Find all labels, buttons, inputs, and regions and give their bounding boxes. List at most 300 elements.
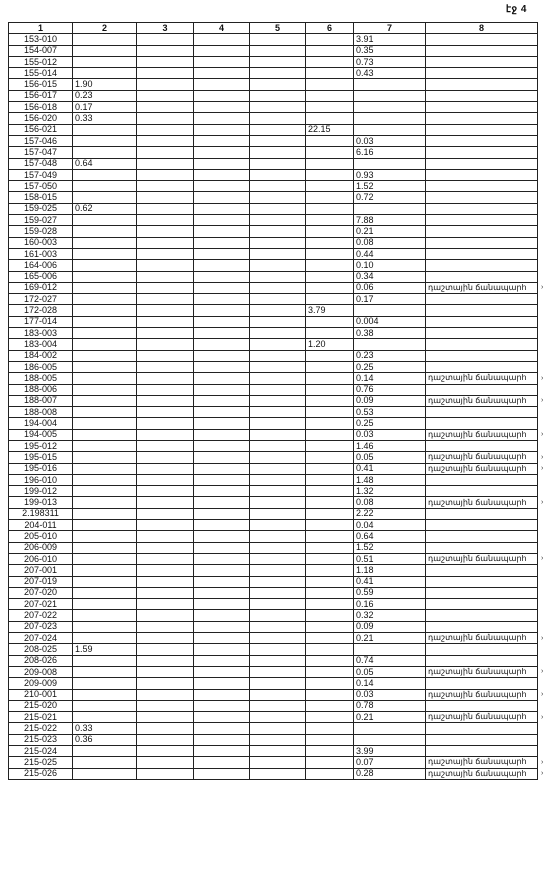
column-3-cell <box>137 644 194 655</box>
column-6-value-cell <box>306 215 354 226</box>
parcel-code-cell: 155-014 <box>9 68 73 79</box>
parcel-code-cell: 215-026 <box>9 768 73 779</box>
table-row <box>9 45 538 56</box>
parcel-code-cell: 157-050 <box>9 181 73 192</box>
note-cell <box>426 68 538 79</box>
column-6-value-cell <box>306 226 354 237</box>
column-2-value-cell <box>73 746 137 757</box>
column-7-value-cell <box>354 339 426 350</box>
column-3-cell <box>137 746 194 757</box>
parcel-code-cell: 188-005 <box>9 373 73 384</box>
column-6-value-cell <box>306 768 354 779</box>
parcel-code-cell: 195-016 <box>9 463 73 474</box>
column-2-value-cell <box>73 768 137 779</box>
parcel-code-cell: 208-026 <box>9 655 73 666</box>
column-7-value-cell: 0.21 <box>354 633 426 644</box>
table-row <box>9 90 538 101</box>
note-cell <box>426 644 538 655</box>
note-cell <box>426 328 538 339</box>
column-4-cell <box>194 135 250 146</box>
column-4-cell <box>194 463 250 474</box>
column-7-value-cell: 0.43 <box>354 68 426 79</box>
margin-tick-icon: › <box>541 691 544 699</box>
column-5-cell <box>250 169 306 180</box>
column-3-cell <box>137 712 194 723</box>
column-2-value-cell <box>73 565 137 576</box>
column-4-cell <box>194 237 250 248</box>
column-4-cell <box>194 56 250 67</box>
column-header-3: 3 <box>137 23 194 34</box>
column-5-cell <box>250 712 306 723</box>
column-3-cell <box>137 655 194 666</box>
column-7-value-cell: 0.21 <box>354 226 426 237</box>
note-cell <box>426 361 538 372</box>
column-3-cell <box>137 621 194 632</box>
column-4-cell <box>194 226 250 237</box>
column-7-value-cell <box>354 723 426 734</box>
column-2-value-cell <box>73 56 137 67</box>
column-2-value-cell <box>73 215 137 226</box>
column-7-value-cell: 0.59 <box>354 587 426 598</box>
column-2-value-cell: 1.90 <box>73 79 137 90</box>
column-7-value-cell: 0.78 <box>354 700 426 711</box>
table-row <box>9 316 538 327</box>
column-4-cell <box>194 520 250 531</box>
column-6-value-cell: 3.79 <box>306 305 354 316</box>
table-row <box>9 700 538 711</box>
note-cell: դաշտային ճանապարհ <box>426 757 538 768</box>
table-row <box>9 260 538 271</box>
column-7-value-cell: 0.004 <box>354 316 426 327</box>
table-row <box>9 712 538 723</box>
column-4-cell <box>194 361 250 372</box>
column-5-cell <box>250 429 306 440</box>
parcel-code-cell: 154-007 <box>9 45 73 56</box>
parcel-code-cell: 156-020 <box>9 113 73 124</box>
column-4-cell <box>194 373 250 384</box>
parcel-code-cell: 195-015 <box>9 452 73 463</box>
column-2-value-cell <box>73 508 137 519</box>
margin-tick-icon: › <box>541 668 544 676</box>
column-7-value-cell: 0.10 <box>354 260 426 271</box>
column-5-cell <box>250 666 306 677</box>
column-4-cell <box>194 34 250 45</box>
column-5-cell <box>250 373 306 384</box>
parcel-code-cell: 2.198311 <box>9 508 73 519</box>
table-row <box>9 384 538 395</box>
column-5-cell <box>250 587 306 598</box>
margin-tick-icon: › <box>541 397 544 405</box>
parcel-code-cell: 209-008 <box>9 666 73 677</box>
column-2-value-cell <box>73 407 137 418</box>
column-2-value-cell: 1.59 <box>73 644 137 655</box>
column-7-value-cell: 0.21 <box>354 712 426 723</box>
column-6-value-cell <box>306 486 354 497</box>
column-3-cell <box>137 102 194 113</box>
column-7-value-cell: 0.03 <box>354 689 426 700</box>
note-cell <box>426 678 538 689</box>
table-row <box>9 666 538 677</box>
column-5-cell <box>250 361 306 372</box>
parcel-code-cell: 172-027 <box>9 294 73 305</box>
column-5-cell <box>250 339 306 350</box>
column-7-value-cell: 0.64 <box>354 531 426 542</box>
column-header-4: 4 <box>194 23 250 34</box>
column-4-cell <box>194 497 250 508</box>
table-row <box>9 734 538 745</box>
column-6-value-cell <box>306 181 354 192</box>
parcel-code-cell: 169-012 <box>9 282 73 293</box>
column-5-cell <box>250 700 306 711</box>
column-6-value-cell <box>306 361 354 372</box>
parcel-code-cell: 184-002 <box>9 350 73 361</box>
column-5-cell <box>250 542 306 553</box>
column-7-value-cell: 0.73 <box>354 56 426 67</box>
column-7-value-cell <box>354 113 426 124</box>
column-6-value-cell <box>306 135 354 146</box>
column-5-cell <box>250 316 306 327</box>
column-6-value-cell <box>306 192 354 203</box>
column-3-cell <box>137 508 194 519</box>
note-cell <box>426 45 538 56</box>
column-4-cell <box>194 746 250 757</box>
note-cell <box>426 102 538 113</box>
column-2-value-cell <box>73 260 137 271</box>
column-2-value-cell <box>73 395 137 406</box>
column-4-cell <box>194 147 250 158</box>
page-number-label: էջ 4 <box>505 4 527 15</box>
column-6-value-cell <box>306 316 354 327</box>
column-4-cell <box>194 429 250 440</box>
column-6-value-cell <box>306 102 354 113</box>
column-3-cell <box>137 361 194 372</box>
column-3-cell <box>137 192 194 203</box>
column-6-value-cell <box>306 463 354 474</box>
column-5-cell <box>250 282 306 293</box>
column-6-value-cell <box>306 734 354 745</box>
column-5-cell <box>250 215 306 226</box>
column-6-value-cell <box>306 282 354 293</box>
column-6-value-cell <box>306 79 354 90</box>
column-2-value-cell <box>73 497 137 508</box>
note-cell: դաշտային ճանապարհ <box>426 497 538 508</box>
column-4-cell <box>194 339 250 350</box>
note-cell <box>426 407 538 418</box>
column-4-cell <box>194 248 250 259</box>
column-6-value-cell <box>306 271 354 282</box>
column-6-value-cell <box>306 373 354 384</box>
table-row <box>9 644 538 655</box>
parcel-code-cell: 207-022 <box>9 610 73 621</box>
table-row <box>9 248 538 259</box>
column-4-cell <box>194 350 250 361</box>
column-2-value-cell <box>73 463 137 474</box>
column-3-cell <box>137 169 194 180</box>
column-4-cell <box>194 215 250 226</box>
margin-tick-icon: › <box>541 758 544 766</box>
column-7-value-cell: 0.53 <box>354 407 426 418</box>
column-2-value-cell <box>73 192 137 203</box>
column-3-cell <box>137 113 194 124</box>
note-cell: դաշտային ճանապարհ <box>426 429 538 440</box>
column-4-cell <box>194 474 250 485</box>
column-7-value-cell: 0.51 <box>354 553 426 564</box>
table-row <box>9 113 538 124</box>
note-cell <box>426 655 538 666</box>
column-5-cell <box>250 689 306 700</box>
parcel-code-cell: 207-023 <box>9 621 73 632</box>
column-2-value-cell <box>73 576 137 587</box>
column-5-cell <box>250 418 306 429</box>
table-row <box>9 373 538 384</box>
parcel-code-cell: 183-004 <box>9 339 73 350</box>
table-row <box>9 350 538 361</box>
column-5-cell <box>250 565 306 576</box>
note-cell: դաշտային ճանապարհ <box>426 282 538 293</box>
parcel-code-cell: 153-010 <box>9 34 73 45</box>
column-4-cell <box>194 587 250 598</box>
column-5-cell <box>250 271 306 282</box>
parcel-code-cell: 165-006 <box>9 271 73 282</box>
parcel-code-cell: 156-021 <box>9 124 73 135</box>
column-2-value-cell <box>73 147 137 158</box>
column-3-cell <box>137 339 194 350</box>
parcel-code-cell: 160-003 <box>9 237 73 248</box>
column-4-cell <box>194 418 250 429</box>
column-7-value-cell: 0.09 <box>354 395 426 406</box>
column-7-value-cell: 0.14 <box>354 373 426 384</box>
table-row <box>9 689 538 700</box>
column-5-cell <box>250 135 306 146</box>
column-7-value-cell: 0.08 <box>354 497 426 508</box>
column-4-cell <box>194 644 250 655</box>
column-2-value-cell <box>73 305 137 316</box>
column-5-cell <box>250 633 306 644</box>
column-5-cell <box>250 531 306 542</box>
column-3-cell <box>137 328 194 339</box>
table-row <box>9 723 538 734</box>
table-row <box>9 181 538 192</box>
column-6-value-cell <box>306 294 354 305</box>
table-row <box>9 542 538 553</box>
parcel-code-cell: 208-025 <box>9 644 73 655</box>
table-row <box>9 203 538 214</box>
column-7-value-cell: 3.91 <box>354 34 426 45</box>
column-6-value-cell <box>306 169 354 180</box>
column-6-value-cell <box>306 542 354 553</box>
column-2-value-cell <box>73 181 137 192</box>
column-7-value-cell: 0.14 <box>354 678 426 689</box>
column-2-value-cell <box>73 689 137 700</box>
column-6-value-cell <box>306 644 354 655</box>
column-2-value-cell: 0.62 <box>73 203 137 214</box>
column-3-cell <box>137 689 194 700</box>
column-2-value-cell <box>73 237 137 248</box>
column-4-cell <box>194 384 250 395</box>
column-7-value-cell: 0.07 <box>354 757 426 768</box>
column-4-cell <box>194 486 250 497</box>
column-3-cell <box>137 700 194 711</box>
column-2-value-cell <box>73 486 137 497</box>
note-cell <box>426 746 538 757</box>
column-3-cell <box>137 666 194 677</box>
parcel-code-cell: 157-046 <box>9 135 73 146</box>
column-5-cell <box>250 723 306 734</box>
column-3-cell <box>137 463 194 474</box>
parcel-code-cell: 199-013 <box>9 497 73 508</box>
column-4-cell <box>194 712 250 723</box>
column-3-cell <box>137 237 194 248</box>
column-4-cell <box>194 79 250 90</box>
parcel-code-cell: 215-023 <box>9 734 73 745</box>
column-6-value-cell <box>306 610 354 621</box>
column-2-value-cell <box>73 531 137 542</box>
column-6-value-cell <box>306 158 354 169</box>
parcel-code-cell: 159-025 <box>9 203 73 214</box>
column-6-value-cell <box>306 45 354 56</box>
column-7-value-cell: 0.41 <box>354 463 426 474</box>
table-row <box>9 124 538 135</box>
column-4-cell <box>194 508 250 519</box>
column-2-value-cell <box>73 678 137 689</box>
note-cell <box>426 350 538 361</box>
table-body <box>9 34 538 780</box>
column-6-value-cell <box>306 68 354 79</box>
column-3-cell <box>137 633 194 644</box>
column-6-value-cell <box>306 147 354 158</box>
note-cell <box>426 260 538 271</box>
column-3-cell <box>137 79 194 90</box>
column-5-cell <box>250 621 306 632</box>
table-row <box>9 531 538 542</box>
table-row <box>9 497 538 508</box>
column-3-cell <box>137 68 194 79</box>
column-4-cell <box>194 328 250 339</box>
column-3-cell <box>137 294 194 305</box>
column-7-value-cell: 0.41 <box>354 576 426 587</box>
column-3-cell <box>137 678 194 689</box>
table-row <box>9 486 538 497</box>
column-4-cell <box>194 621 250 632</box>
column-6-value-cell <box>306 248 354 259</box>
column-6-value-cell <box>306 508 354 519</box>
table-row <box>9 158 538 169</box>
column-5-cell <box>250 350 306 361</box>
note-cell <box>426 147 538 158</box>
column-3-cell <box>137 542 194 553</box>
column-5-cell <box>250 734 306 745</box>
column-3-cell <box>137 587 194 598</box>
column-2-value-cell: 0.17 <box>73 102 137 113</box>
table-row <box>9 102 538 113</box>
column-6-value-cell <box>306 34 354 45</box>
column-5-cell <box>250 520 306 531</box>
parcel-code-cell: 215-020 <box>9 700 73 711</box>
column-5-cell <box>250 553 306 564</box>
column-3-cell <box>137 45 194 56</box>
note-cell <box>426 169 538 180</box>
parcel-code-cell: 207-021 <box>9 599 73 610</box>
column-5-cell <box>250 757 306 768</box>
column-2-value-cell <box>73 373 137 384</box>
column-6-value-cell <box>306 746 354 757</box>
note-cell <box>426 565 538 576</box>
margin-tick-icon: › <box>541 453 544 461</box>
parcel-code-cell: 207-019 <box>9 576 73 587</box>
column-2-value-cell <box>73 282 137 293</box>
parcel-code-cell: 157-047 <box>9 147 73 158</box>
column-2-value-cell <box>73 418 137 429</box>
margin-tick-icon: › <box>541 284 544 292</box>
note-cell <box>426 531 538 542</box>
note-cell <box>426 113 538 124</box>
column-3-cell <box>137 316 194 327</box>
column-4-cell <box>194 700 250 711</box>
note-cell <box>426 226 538 237</box>
table-row <box>9 305 538 316</box>
column-3-cell <box>137 757 194 768</box>
note-cell <box>426 723 538 734</box>
column-6-value-cell <box>306 565 354 576</box>
column-2-value-cell: 0.36 <box>73 734 137 745</box>
table-row <box>9 215 538 226</box>
column-6-value-cell <box>306 56 354 67</box>
table-row <box>9 429 538 440</box>
column-2-value-cell <box>73 633 137 644</box>
parcel-code-cell: 188-006 <box>9 384 73 395</box>
parcel-code-cell: 164-006 <box>9 260 73 271</box>
parcel-code-cell: 196-010 <box>9 474 73 485</box>
column-header-5: 5 <box>250 23 306 34</box>
column-4-cell <box>194 169 250 180</box>
column-4-cell <box>194 305 250 316</box>
column-2-value-cell <box>73 440 137 451</box>
column-5-cell <box>250 226 306 237</box>
column-2-value-cell: 0.23 <box>73 90 137 101</box>
note-cell <box>426 248 538 259</box>
column-3-cell <box>137 565 194 576</box>
column-7-value-cell: 1.46 <box>354 440 426 451</box>
note-cell <box>426 700 538 711</box>
column-2-value-cell: 0.33 <box>73 723 137 734</box>
note-cell <box>426 599 538 610</box>
parcel-code-cell: 188-007 <box>9 395 73 406</box>
note-cell: դաշտային ճանապարհ <box>426 768 538 779</box>
column-7-value-cell: 1.18 <box>354 565 426 576</box>
parcel-code-cell: 204-011 <box>9 520 73 531</box>
column-7-value-cell: 6.16 <box>354 147 426 158</box>
column-4-cell <box>194 655 250 666</box>
note-cell <box>426 474 538 485</box>
table-row <box>9 418 538 429</box>
column-4-cell <box>194 45 250 56</box>
column-header-8: 8 <box>426 23 538 34</box>
column-5-cell <box>250 124 306 135</box>
column-6-value-cell <box>306 497 354 508</box>
column-7-value-cell <box>354 158 426 169</box>
column-5-cell <box>250 90 306 101</box>
table-row <box>9 768 538 779</box>
column-4-cell <box>194 666 250 677</box>
column-4-cell <box>194 181 250 192</box>
column-6-value-cell <box>306 407 354 418</box>
column-header-1: 1 <box>9 23 73 34</box>
column-header-2: 2 <box>73 23 137 34</box>
note-cell <box>426 576 538 587</box>
column-5-cell <box>250 56 306 67</box>
column-5-cell <box>250 452 306 463</box>
column-7-value-cell: 1.48 <box>354 474 426 485</box>
